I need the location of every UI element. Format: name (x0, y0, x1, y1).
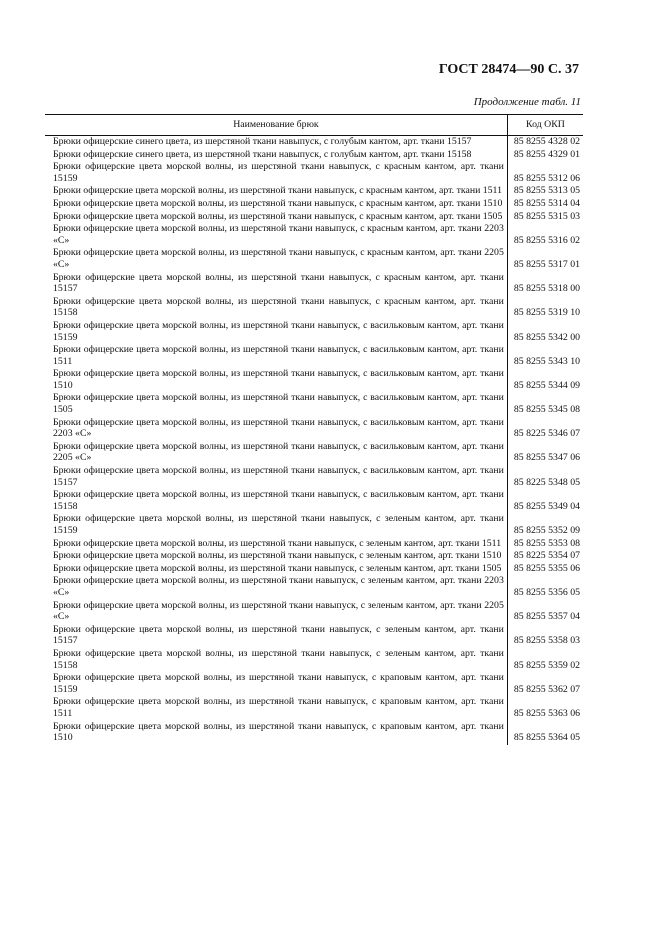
table-row (45, 563, 583, 576)
trousers-name-cell: Брюки офицерские цвета морской волны, из шерстяной ткани навыпуск, с зеленым кантом, арт. ткани 15158 (45, 648, 507, 672)
okp-code-cell: 85 8255 5362 07 (513, 683, 580, 695)
trousers-name-cell: Брюки офицерские цвета морской волны, из шерстяной ткани навыпуск, с зеленым кантом, арт. ткани 1511 (45, 538, 507, 551)
trousers-name-cell: Брюки офицерские цвета морской волны, из шерстяной ткани навыпуск, с красным кантом, арт. ткани 15157 (45, 272, 507, 296)
okp-code-cell: 85 8255 5358 03 (513, 635, 580, 647)
trousers-name-cell: Брюки офицерские цвета морской волны, из шерстяной ткани навыпуск, с краповым кантом, арт. ткани 1510 (45, 721, 507, 745)
table-header-row (45, 115, 583, 136)
table-row (45, 149, 583, 162)
table-row (45, 247, 583, 271)
okp-code-cell: 85 8255 5359 02 (513, 659, 580, 671)
table-row (45, 296, 583, 320)
trousers-code-table (45, 114, 583, 745)
trousers-name-cell: Брюки офицерские цвета морской волны, из шерстяной ткани навыпуск, с красным кантом, арт. ткани 1511 (45, 185, 507, 198)
table-row (45, 600, 583, 624)
trousers-name-cell: Брюки офицерские цвета морской волны, из шерстяной ткани навыпуск, с васильковым кантом, арт. ткани 15157 (45, 465, 507, 489)
okp-code-cell: 85 8255 5317 01 (513, 258, 580, 270)
trousers-name-cell: Брюки офицерские цвета морской волны, из шерстяной ткани навыпуск, с зеленым кантом, арт. ткани 2203 «С» (45, 575, 507, 599)
table-row (45, 223, 583, 247)
table-row (45, 672, 583, 696)
table-row (45, 624, 583, 648)
table-row (45, 368, 583, 392)
okp-code-cell: 85 8255 5315 03 (513, 210, 580, 222)
trousers-name-cell: Брюки офицерские цвета морской волны, из шерстяной ткани навыпуск, с зеленым кантом, арт. ткани 1510 (45, 550, 507, 563)
trousers-name-cell: Брюки офицерские цвета морской волны, из шерстяной ткани навыпуск, с зеленым кантом, арт. ткани 15159 (45, 513, 507, 537)
okp-code-cell: 85 8255 5355 06 (513, 562, 580, 574)
table-row (45, 320, 583, 344)
okp-code-cell: 85 8255 5342 00 (513, 331, 580, 343)
trousers-name-cell: Брюки офицерские цвета морской волны, из шерстяной ткани навыпуск, с красным кантом, арт. ткани 15158 (45, 296, 507, 320)
table-continuation-note: Продолжение табл. 11 (473, 96, 581, 108)
trousers-name-cell: Брюки офицерские синего цвета, из шерстяной ткани навыпуск, с голубым кантом, арт. ткани 15158 (45, 149, 507, 162)
okp-code-cell: 85 8255 5363 06 (513, 707, 580, 719)
okp-code-cell: 85 8225 5354 07 (513, 550, 580, 562)
table-row (45, 211, 583, 224)
okp-code-cell: 85 8255 5353 08 (513, 537, 580, 549)
table-row (45, 696, 583, 720)
table-row (45, 185, 583, 198)
trousers-name-cell: Брюки офицерские цвета морской волны, из шерстяной ткани навыпуск, с красным кантом, арт. ткани 15159 (45, 161, 507, 185)
okp-code-cell: 85 8255 5352 09 (513, 525, 580, 536)
table-row (45, 550, 583, 563)
trousers-name-cell: Брюки офицерские цвета морской волны, из шерстяной ткани навыпуск, с зеленым кантом, арт. ткани 1505 (45, 563, 507, 576)
okp-code-cell: 85 8255 4328 02 (513, 136, 580, 147)
table-row (45, 489, 583, 513)
table-row (45, 721, 583, 745)
trousers-name-cell: Брюки офицерские цвета морской волны, из шерстяной ткани навыпуск, с крaповым кантом, арт. ткани 1511 (45, 696, 507, 720)
trousers-name-cell: Брюки офицерские цвета морской волны, из шерстяной ткани навыпуск, с красным кантом, арт. ткани 1505 (45, 211, 507, 224)
okp-code-cell: 85 8255 5318 00 (513, 283, 580, 295)
table-row (45, 575, 583, 599)
okp-code-cell: 85 8225 5346 07 (513, 428, 580, 440)
table-row (45, 465, 583, 489)
trousers-name-cell: Брюки офицерские цвета морской волны, из шерстяной ткани навыпуск, с васильковым кантом, арт. ткани 1511 (45, 344, 507, 368)
table-row (45, 344, 583, 368)
trousers-name-cell: Брюки офицерские цвета морской волны, из шерстяной ткани навыпуск, с красным кантом, арт. ткани 1510 (45, 198, 507, 211)
trousers-name-cell: Брюки офицерские синего цвета, из шерстяной ткани навыпуск, с голубым кантом, арт. ткани 15157 (45, 136, 507, 149)
okp-code-cell: 85 8255 5319 10 (513, 307, 580, 319)
column-header-code: Код ОКП (507, 115, 583, 136)
trousers-name-cell: Брюки офицерские цвета морской волны, из шерстяной ткани навыпуск, с васильковым кантом, арт. ткани 1510 (45, 368, 507, 392)
table-row (45, 136, 583, 149)
table-row (45, 417, 583, 441)
trousers-name-cell: Брюки офицерские цвета морской волны, из шерстяной ткани навыпуск, с зеленым кантом, арт. ткани 2205 «С» (45, 600, 507, 624)
okp-code-cell: 85 8255 4329 01 (513, 148, 580, 160)
table-row (45, 272, 583, 296)
trousers-name-cell: Брюки офицерские цвета морской волны, из шерстяной ткани навыпуск, с васильковым кантом, арт. ткани 1505 (45, 392, 507, 416)
trousers-name-cell: Брюки офицерские цвета морской волны, из шерстяной ткани навыпуск, с крaповым кантом, арт. ткани 15159 (45, 672, 507, 696)
table-row (45, 648, 583, 672)
trousers-name-cell: Брюки офицерские цвета морской волны, из шерстяной ткани навыпуск, с васильковым кантом, арт. ткани 15158 (45, 489, 507, 513)
table-row (45, 392, 583, 416)
table-row (45, 198, 583, 211)
trousers-name-cell: Брюки офицерские цвета морской волны, из шерстяной ткани навыпуск, с васильковым кантом, арт. ткани 2205 «С» (45, 441, 507, 465)
okp-code-cell: 85 8255 5343 10 (513, 355, 580, 367)
table-row (45, 538, 583, 551)
column-header-name: Наименование брюк (45, 115, 507, 136)
okp-code-cell: 85 8255 5349 04 (513, 500, 580, 512)
trousers-name-cell: Брюки офицерские цвета морской волны, из шерстяной ткани навыпуск, с красным кантом, арт. ткани 2205 «С» (45, 247, 507, 271)
okp-code-cell: 85 8255 5345 08 (513, 404, 580, 416)
table-row (45, 441, 583, 465)
okp-code-cell: 85 8255 5347 06 (513, 452, 580, 464)
okp-code-cell: 85 8255 5344 09 (513, 379, 580, 391)
okp-code-cell: 85 8255 5356 05 (513, 586, 580, 598)
okp-code-cell: 85 8255 5316 02 (513, 234, 580, 246)
table-row (45, 161, 583, 185)
trousers-name-cell: Брюки офицерские цвета морской волны, из шерстяной ткани навыпуск, с васильковым кантом, арт. ткани 15159 (45, 320, 507, 344)
page-header-title: ГОСТ 28474—90 С. 37 (438, 62, 579, 77)
trousers-name-cell: Брюки офицерские цвета морской волны, из шерстяной ткани навыпуск, с красным кантом, арт. ткани 2203 «С» (45, 223, 507, 247)
okp-code-cell: 85 8255 5313 05 (513, 185, 580, 197)
okp-code-cell: 85 8255 5364 05 (513, 732, 580, 744)
table-row (45, 513, 583, 537)
okp-code-cell: 85 8255 5312 06 (513, 172, 580, 184)
trousers-name-cell: Брюки офицерские цвета морской волны, из шерстяной ткани навыпуск, с зеленым кантом, арт. ткани 15157 (45, 624, 507, 648)
trousers-name-cell: Брюки офицерские цвета морской волны, из шерстяной ткани навыпуск, с васильковым кантом, арт. ткани 2203 «С» (45, 417, 507, 441)
okp-code-cell: 85 8225 5348 05 (513, 476, 580, 488)
okp-code-cell: 85 8255 5357 04 (513, 611, 580, 623)
okp-code-cell: 85 8255 5314 04 (513, 197, 580, 209)
table-body (45, 136, 583, 745)
